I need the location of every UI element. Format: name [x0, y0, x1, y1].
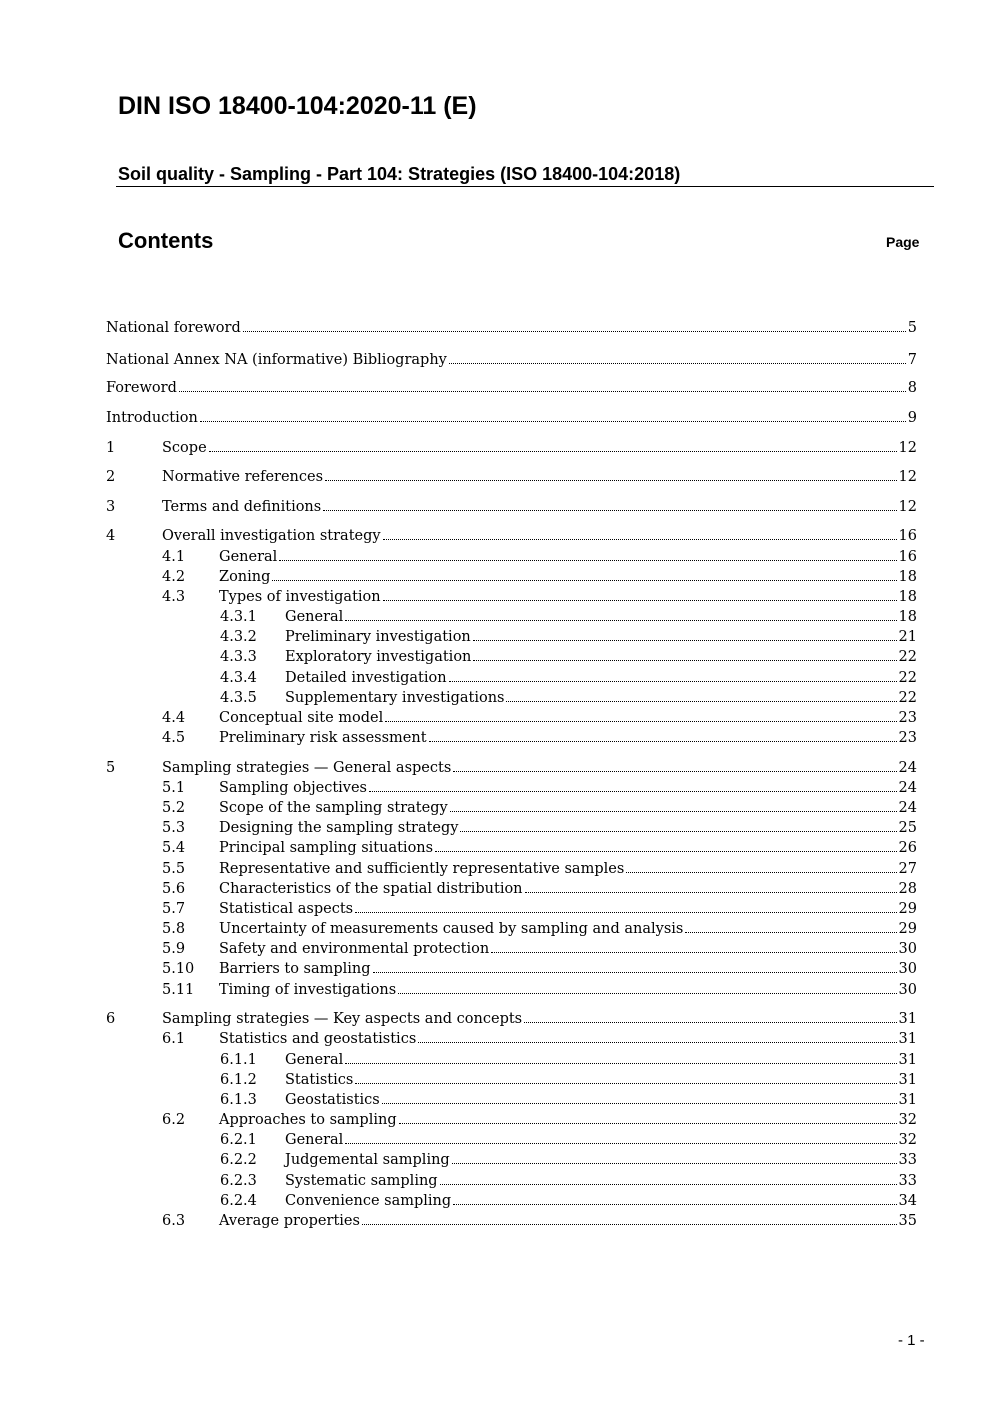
toc-entry-title: Types of investigation	[219, 589, 381, 605]
toc-entry-number: 5.2	[162, 800, 186, 816]
toc-entry-title: Geostatistics	[285, 1092, 380, 1108]
toc-entry-number: 4.5	[162, 730, 186, 746]
page-number: - 1 -	[898, 1332, 925, 1349]
toc-dot-leader	[345, 1143, 896, 1144]
toc-entry-page: 30	[898, 982, 917, 998]
toc-dot-leader	[362, 1224, 897, 1225]
toc-entry[interactable]	[106, 545, 917, 565]
toc-dot-leader	[626, 872, 896, 873]
toc-entry[interactable]	[106, 1209, 917, 1229]
toc-entry[interactable]	[106, 1128, 917, 1148]
toc-entry-number: 5.7	[162, 901, 186, 917]
toc-entry-page: 33	[898, 1152, 917, 1168]
toc-entry-number: 4.3.3	[220, 649, 257, 665]
toc-entry-title: Conceptual site model	[219, 710, 384, 726]
toc-entry-number: 5.6	[162, 881, 186, 897]
toc-entry-title: Safety and environmental protection	[219, 941, 490, 957]
toc-dot-leader	[460, 831, 896, 832]
toc-entry-title: Judgemental sampling	[285, 1152, 450, 1168]
toc-entry-title: Scope of the sampling strategy	[219, 800, 448, 816]
toc-dot-leader	[345, 620, 896, 621]
toc-dot-leader	[200, 421, 906, 422]
toc-dot-leader	[450, 811, 897, 812]
toc-dot-leader	[385, 721, 896, 722]
toc-entry-page: 33	[898, 1173, 917, 1189]
toc-entry-title: Characteristics of the spatial distribution	[219, 881, 523, 897]
toc-entry[interactable]	[106, 726, 917, 746]
toc-entry-page: 28	[898, 881, 917, 897]
toc-entry-number: 6.2.4	[220, 1193, 257, 1209]
toc-entry-title: Scope	[162, 440, 207, 456]
toc-entry[interactable]	[106, 1048, 917, 1068]
toc-entry-page: 18	[898, 569, 917, 585]
toc-entry-page: 12	[898, 469, 917, 485]
toc-entry-number: 6.1.1	[220, 1052, 257, 1068]
toc-entry[interactable]	[106, 524, 917, 544]
toc-entry-number: 2	[106, 469, 116, 485]
toc-entry-page: 18	[898, 589, 917, 605]
toc-entry[interactable]	[106, 857, 917, 877]
toc-entry-page: 5	[907, 320, 917, 336]
toc-entry-number: 5.3	[162, 820, 186, 836]
toc-entry-title: Overall investigation strategy	[162, 528, 381, 544]
toc-entry[interactable]	[106, 686, 917, 706]
toc-dot-leader	[209, 451, 897, 452]
toc-dot-leader	[383, 600, 897, 601]
toc-entry-title: Exploratory investigation	[285, 649, 472, 665]
toc-entry-page: 22	[898, 690, 917, 706]
toc-entry-page: 27	[898, 861, 917, 877]
toc-entry[interactable]	[106, 756, 917, 776]
toc-entry-title: Sampling objectives	[219, 780, 368, 796]
toc-entry-page: 30	[898, 961, 917, 977]
toc-entry-page: 7	[907, 352, 917, 368]
toc-entry-title: Average properties	[219, 1213, 360, 1229]
toc-entry[interactable]	[106, 348, 917, 368]
toc-entry[interactable]	[106, 666, 917, 686]
title-divider	[116, 186, 934, 187]
toc-dot-leader	[323, 510, 896, 511]
toc-entry[interactable]	[106, 897, 917, 917]
toc-entry-number: 4.1	[162, 549, 186, 565]
toc-dot-leader	[179, 391, 906, 392]
toc-entry-number: 5	[106, 760, 116, 776]
toc-entry-number: 6	[106, 1011, 116, 1027]
toc-entry[interactable]	[106, 1189, 917, 1209]
toc-entry-title: Approaches to sampling	[219, 1112, 397, 1128]
toc-entry-page: 25	[898, 820, 917, 836]
toc-entry-title: General	[219, 549, 278, 565]
toc-entry-number: 6.1	[162, 1031, 186, 1047]
toc-entry-number: 6.3	[162, 1213, 186, 1229]
document-title: DIN ISO 18400-104:2020-11 (E)	[118, 92, 477, 120]
contents-heading: Contents	[118, 228, 214, 253]
toc-dot-leader	[279, 560, 896, 561]
toc-entry-page: 30	[898, 941, 917, 957]
toc-entry-number: 6.2.3	[220, 1173, 257, 1189]
toc-entry[interactable]	[106, 585, 917, 605]
toc-entry-title: Barriers to sampling	[219, 961, 371, 977]
toc-entry-page: 12	[898, 499, 917, 515]
toc-entry-page: 32	[898, 1112, 917, 1128]
toc-dot-leader	[440, 1184, 897, 1185]
toc-entry-title: Normative references	[162, 469, 324, 485]
toc-entry-title: Principal sampling situations	[219, 840, 434, 856]
toc-entry-number: 4.3.1	[220, 609, 257, 625]
toc-entry-page: 29	[898, 921, 917, 937]
toc-dot-leader	[449, 363, 906, 364]
toc-entry-title: National Annex NA (informative) Bibliography	[106, 352, 447, 368]
toc-entry-title: Supplementary investigations	[285, 690, 505, 706]
toc-entry-number: 6.2.2	[220, 1152, 257, 1168]
toc-entry[interactable]	[106, 1088, 917, 1108]
toc-entry[interactable]	[106, 1108, 917, 1128]
toc-entry-title: Statistical aspects	[219, 901, 354, 917]
toc-entry-title: Statistics and geostatistics	[219, 1031, 417, 1047]
toc-entry-title: Preliminary investigation	[285, 629, 471, 645]
toc-entry-page: 24	[898, 800, 917, 816]
toc-entry-page: 34	[898, 1193, 917, 1209]
toc-entry[interactable]	[106, 625, 917, 645]
toc-entry-page: 22	[898, 649, 917, 665]
toc-entry-number: 4.3	[162, 589, 186, 605]
toc-entry-number: 3	[106, 499, 116, 515]
toc-entry-number: 5.5	[162, 861, 186, 877]
toc-entry[interactable]	[106, 436, 917, 456]
toc-entry-page: 31	[898, 1092, 917, 1108]
toc-entry-page: 32	[898, 1132, 917, 1148]
toc-entry-page: 21	[898, 629, 917, 645]
toc-entry-title: General	[285, 609, 344, 625]
toc-entry-number: 4.3.5	[220, 690, 257, 706]
toc-entry-page: 31	[898, 1031, 917, 1047]
toc-entry-page: 31	[898, 1072, 917, 1088]
toc-entry[interactable]	[106, 565, 917, 585]
toc-entry-title: Introduction	[106, 410, 198, 426]
toc-entry[interactable]	[106, 495, 917, 515]
toc-dot-leader	[452, 1163, 897, 1164]
toc-dot-leader	[506, 701, 896, 702]
toc-entry-number: 4.2	[162, 569, 186, 585]
toc-entry-title: Uncertainty of measurements caused by sampling and analysis	[219, 921, 684, 937]
toc-entry-page: 31	[898, 1052, 917, 1068]
toc-entry-number: 5.1	[162, 780, 186, 796]
toc-entry-page: 26	[898, 840, 917, 856]
toc-entry[interactable]	[106, 376, 917, 396]
toc-dot-leader	[685, 932, 896, 933]
toc-entry[interactable]	[106, 406, 917, 426]
toc-entry-page: 9	[907, 410, 917, 426]
toc-entry-title: Terms and definitions	[162, 499, 322, 515]
toc-dot-leader	[473, 640, 897, 641]
toc-entry-page: 16	[898, 528, 917, 544]
toc-entry-title: National foreword	[106, 320, 241, 336]
toc-entry-page: 16	[898, 549, 917, 565]
toc-entry-page: 35	[898, 1213, 917, 1229]
toc-dot-leader	[473, 660, 896, 661]
toc-dot-leader	[418, 1042, 896, 1043]
toc-entry-title: Detailed investigation	[285, 670, 447, 686]
toc-entry-page: 12	[898, 440, 917, 456]
toc-entry[interactable]	[106, 706, 917, 726]
toc-entry-page: 8	[907, 380, 917, 396]
toc-entry-number: 6.2	[162, 1112, 186, 1128]
toc-dot-leader	[272, 580, 896, 581]
toc-dot-leader	[373, 972, 897, 973]
toc-entry-title: Zoning	[219, 569, 271, 585]
toc-entry-title: Preliminary risk assessment	[219, 730, 427, 746]
toc-entry-title: Sampling strategies — Key aspects and concepts	[162, 1011, 523, 1027]
toc-entry[interactable]	[106, 1148, 917, 1168]
toc-entry-page: 24	[898, 760, 917, 776]
toc-entry-number: 4	[106, 528, 116, 544]
toc-entry[interactable]	[106, 1027, 917, 1047]
toc-entry-number: 6.2.1	[220, 1132, 257, 1148]
toc-dot-leader	[435, 851, 896, 852]
toc-entry-title: Convenience sampling	[285, 1193, 452, 1209]
toc-entry-number: 4.3.2	[220, 629, 257, 645]
toc-entry[interactable]	[106, 917, 917, 937]
toc-entry-number: 6.1.3	[220, 1092, 257, 1108]
toc-entry-number: 5.11	[162, 982, 195, 998]
toc-entry[interactable]	[106, 776, 917, 796]
toc-dot-leader	[524, 1022, 896, 1023]
toc-entry-title: Timing of investigations	[219, 982, 397, 998]
toc-entry-title: Designing the sampling strategy	[219, 820, 459, 836]
toc-entry-number: 5.9	[162, 941, 186, 957]
toc-dot-leader	[345, 1063, 896, 1064]
toc-dot-leader	[429, 741, 897, 742]
toc-dot-leader	[399, 1123, 897, 1124]
toc-entry-page: 22	[898, 670, 917, 686]
toc-dot-leader	[491, 952, 896, 953]
toc-entry-number: 1	[106, 440, 116, 456]
toc-dot-leader	[369, 791, 897, 792]
toc-entry[interactable]	[106, 816, 917, 836]
toc-dot-leader	[382, 1103, 897, 1104]
toc-entry[interactable]	[106, 836, 917, 856]
toc-entry[interactable]	[106, 877, 917, 897]
toc-entry-page: 18	[898, 609, 917, 625]
toc-entry-number: 5.8	[162, 921, 186, 937]
toc-dot-leader	[453, 1204, 896, 1205]
toc-dot-leader	[383, 539, 897, 540]
toc-entry[interactable]	[106, 937, 917, 957]
toc-entry[interactable]	[106, 796, 917, 816]
toc-entry-number: 4.3.4	[220, 670, 257, 686]
toc-entry-page: 23	[898, 730, 917, 746]
toc-entry-title: Systematic sampling	[285, 1173, 438, 1189]
toc-entry-title: Representative and sufficiently representative samples	[219, 861, 625, 877]
toc-dot-leader	[449, 681, 897, 682]
toc-entry[interactable]	[106, 605, 917, 625]
toc-dot-leader	[355, 912, 896, 913]
document-subtitle: Soil quality - Sampling - Part 104: Strategies (ISO 18400-104:2018)	[118, 164, 681, 184]
toc-entry-page: 24	[898, 780, 917, 796]
toc-entry-page: 23	[898, 710, 917, 726]
toc-entry-title: Foreword	[106, 380, 177, 396]
toc-dot-leader	[398, 993, 896, 994]
toc-entry-title: Statistics	[285, 1072, 354, 1088]
toc-dot-leader	[325, 480, 897, 481]
toc-entry-number: 5.10	[162, 961, 195, 977]
toc-entry[interactable]	[106, 1169, 917, 1189]
toc-entry-number: 4.4	[162, 710, 186, 726]
toc-entry[interactable]	[106, 1007, 917, 1027]
toc-entry-number: 5.4	[162, 840, 186, 856]
toc-dot-leader	[453, 771, 896, 772]
page-column-heading: Page	[886, 234, 920, 250]
toc-entry[interactable]	[106, 465, 917, 485]
toc-entry[interactable]	[106, 957, 917, 977]
toc-entry-title: General	[285, 1052, 344, 1068]
toc-dot-leader	[355, 1083, 896, 1084]
toc-entry-number: 6.1.2	[220, 1072, 257, 1088]
toc-dot-leader	[525, 892, 897, 893]
toc-entry-page: 29	[898, 901, 917, 917]
toc-entry[interactable]	[106, 1068, 917, 1088]
toc-entry[interactable]	[106, 645, 917, 665]
toc-entry-title: Sampling strategies — General aspects	[162, 760, 452, 776]
toc-entry-page: 31	[898, 1011, 917, 1027]
toc-entry-title: General	[285, 1132, 344, 1148]
toc-entry[interactable]	[106, 978, 917, 998]
toc-entry[interactable]	[106, 316, 917, 336]
toc-dot-leader	[243, 331, 906, 332]
